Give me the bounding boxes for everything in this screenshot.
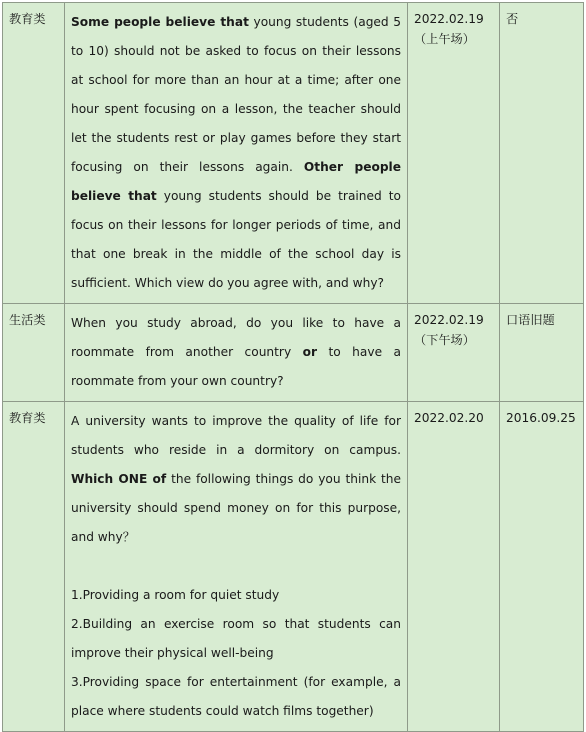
exam-session: （上午场） [414,32,475,46]
question-bold: Which ONE of [71,472,167,486]
question-cell [65,304,408,402]
category-cell: 教育类 [3,3,65,304]
exam-session: （下午场） [414,333,475,347]
question-text: to have a roommate from your own country? [71,345,401,388]
table-row [3,3,584,304]
question-cell [65,402,408,732]
note-cell: 2016.09.25 [500,402,584,732]
option-item: 1.Providing a room for quiet study [71,588,280,602]
exam-date: 2022.02.19 [414,313,484,327]
blank-line [71,552,401,581]
exam-date: 2022.02.20 [414,411,484,425]
date-cell [408,402,500,732]
note-cell: 口语旧题 [500,304,584,402]
category-cell: 教育类 [3,402,65,732]
question-text: A university wants to improve the quality of life for students who reside in a dormitory on campus. [71,414,401,457]
date-cell [408,3,500,304]
question-cell [65,3,408,304]
topics-table [2,2,584,732]
option-item: 2.Building an exercise room so that students can improve their physical well-being [71,617,401,660]
question-text: the following things do you think the university should spend money on for this purpose, and why？ [71,472,401,544]
question-text: young students (aged 5 to 10) should not be asked to focus on their lessons at school for more than an hour at a time; after one hour spent focusing on a lesson, the teacher should let the students rest or play games before they start focusing on their lessons again. [71,15,402,174]
question-bold: or [302,345,318,359]
question-bold: Other people believe that [71,160,401,203]
question-text: When you study abroad, do you like to have a roommate from another country [71,316,401,359]
option-item: 3.Providing space for entertainment (for example, a place where students could watch films together) [71,675,401,718]
question-bold: Some people believe that [71,15,249,29]
date-cell [408,304,500,402]
note-cell: 否 [500,3,584,304]
category-cell: 生活类 [3,304,65,402]
exam-date: 2022.02.19 [414,12,484,26]
question-text: young students should be trained to focus on their lessons for longer periods of time, and that one break in the middle of the school day is sufficient. Which view do you agree with, and why? [71,189,401,290]
table-row [3,304,584,402]
table-row [3,402,584,732]
